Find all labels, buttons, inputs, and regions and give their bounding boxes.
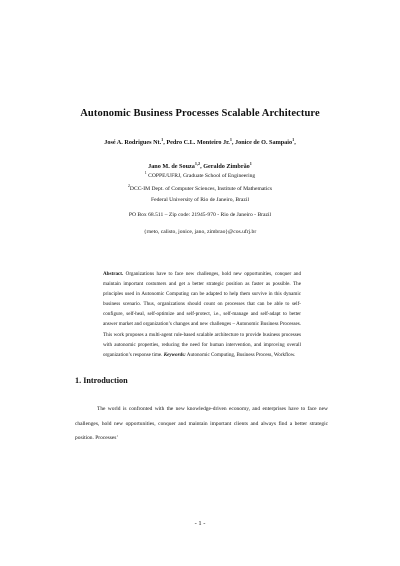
postal-address: PO Box 68.511 – Zip code: 21945-970 - Rio de Janeiro - Brazil [128,212,272,218]
affiliation-text: DCC-IM Dept. of Computer Sciences, Institute of Mathematics [129,186,273,192]
author-line-1 [40,129,360,153]
affiliation-text: COPPE/UFRJ, Graduate School of Engineering [146,173,256,179]
university-line: Federal University of Rio de Janeiro, Brazil [150,197,250,203]
author-affiliation-mark: 1 [229,137,232,142]
author-separator: , [294,139,296,146]
affiliation-2 [40,182,360,193]
author-name: , Geraldo Zimbrão [200,163,250,170]
abstract-label: Abstract. [103,271,124,277]
email-addresses: {rneto, calisto, jonice, jano, zimbrao}@cos.ufrj.br [143,229,257,235]
author-affiliation-mark: 1,2 [194,161,201,166]
author-affiliation-mark: 1 [161,137,164,142]
paper-title: Autonomic Business Processes Scalable Architecture [80,108,320,119]
author-name: Jano M. de Souza [148,163,195,170]
keywords-text: Autonomic Computing, Business Process, Workflow. [185,351,296,358]
abstract-text: Organizations have to face new challenges, hold new opportunities, conquer and maintain important costumers and get a better strategic position as faster as possible. The principles used in Autonomic Computing can be adapted to help them survive in this dynamic business scenario. Thus, organizations should count on processes that can be able to self-configure, self-heal, self-optimize and self-protect, i.e., self-manage and self-adapt to better answer market and organization’s changes and new challenges – Autonomic Business Processes. This work proposes a multi-agent rule-based scalable architecture to provide business processes with autonomic properties, reducing the need for human intervention, and improving overall organization’s response time. [103,271,301,358]
author-affiliation-mark: 1 [292,137,295,142]
author-name: , Pedro C.L. Monteiro Jr. [163,139,230,146]
author-name: José A. Rodrigues Nt. [104,139,162,146]
affiliation-1 [40,169,360,180]
affiliation-mark: 2 [127,183,130,188]
abstract [103,269,301,360]
affiliation-mark: 1 [144,170,147,175]
section-heading: 1. Introduction [75,376,128,385]
keywords-label: Keywords: [163,351,186,358]
page-number: - 1 - [194,520,206,527]
author-affiliation-mark: 1 [249,161,252,166]
introduction-paragraph: The world is confronted with the new knowledge-driven economy, and enterprises have to face new challenges, hold new opportunities, conquer and maintain important clients and always find a better strategic position. Processes’ [75,406,328,442]
author-name: , Jonice de O. Sampaio [231,139,293,146]
